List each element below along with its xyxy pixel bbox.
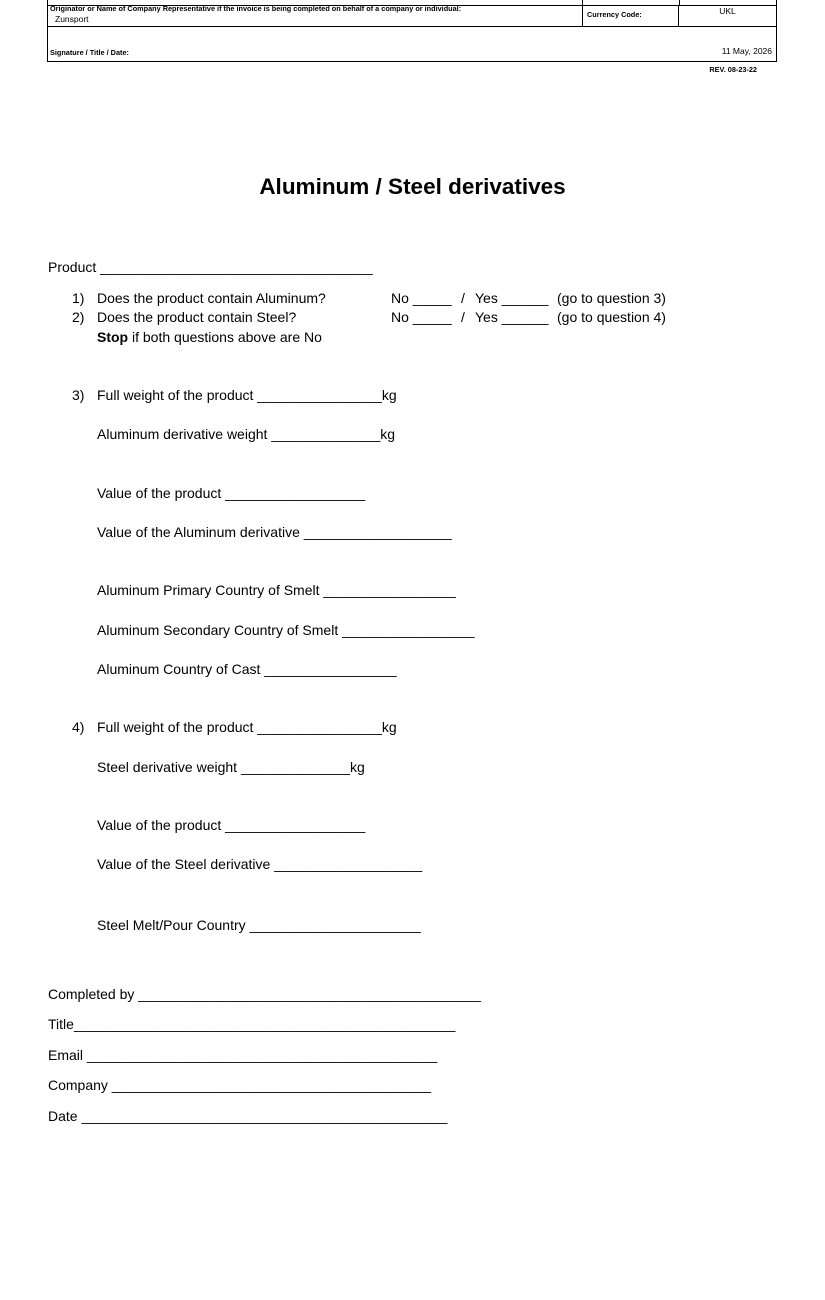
date-field: Date _______________________________________________ [48,1108,448,1124]
question-2-yes-field: Yes ______ [475,309,549,325]
originator-cell [48,5,583,26]
question-2-text: Does the product contain Steel? [97,309,297,325]
question-2-goto: (go to question 4) [557,309,666,325]
al-country-cast-field: Aluminum Country of Cast _________________ [97,661,397,677]
email-field: Email _____________________________________________ [48,1047,438,1063]
stop-word: Stop [97,329,129,345]
currency-value: UKL [719,6,736,16]
st-value-product-field: Value of the product __________________ [97,817,366,833]
stop-instruction [97,328,322,346]
st-derivative-weight-field: Steel derivative weight ______________kg [97,759,365,775]
question-1-goto: (go to question 3) [557,290,666,306]
al-value-derivative-field: Value of the Aluminum derivative ___________________ [97,524,452,540]
question-2-number: 2) [72,309,85,325]
stop-rest: if both questions above are No [132,329,322,345]
al-derivative-weight-field: Aluminum derivative weight ______________kg [97,426,396,442]
al-primary-smelt-field: Aluminum Primary Country of Smelt _________________ [97,582,456,598]
header-table [47,0,777,62]
al-secondary-smelt-field: Aluminum Secondary Country of Smelt _________________ [97,622,475,638]
company-field: Company _________________________________________ [48,1077,432,1093]
al-value-product-field: Value of the product __________________ [97,485,366,501]
question-1-slash: / [461,290,465,306]
page-title: Aluminum / Steel derivatives [259,174,566,199]
section-3-number: 3) [72,387,85,403]
revision-code: REV. 08-23-22 [709,65,757,74]
st-full-weight-field: Full weight of the product ________________kg [97,719,397,735]
currency-value-cell [679,5,776,26]
title-field: Title_________________________________________________ [48,1016,456,1032]
question-1-no-field: No _____ [391,290,452,306]
originator-value: Zunsport [55,14,89,24]
st-value-derivative-field: Value of the Steel derivative ___________________ [97,856,423,872]
question-2-no-field: No _____ [391,309,452,325]
signature-label: Signature / Title / Date: [50,48,129,57]
question-2-slash: / [461,309,465,325]
st-melt-pour-field: Steel Melt/Pour Country ______________________ [97,917,421,933]
question-1-text: Does the product contain Aluminum? [97,290,326,306]
originator-label: Originator or Name of Company Representative if the invoice is being completed on behalf of a company or individual: [50,4,462,13]
section-4-number: 4) [72,719,85,735]
currency-label: Currency Code: [587,10,642,19]
al-full-weight-field: Full weight of the product ________________kg [97,387,397,403]
question-1-number: 1) [72,290,85,306]
question-1-yes-field: Yes ______ [475,290,549,306]
completed-by-field: Completed by ____________________________________________ [48,986,481,1002]
signature-date: 11 May, 2026 [721,46,772,56]
currency-label-cell [582,5,679,26]
header-row [48,5,776,27]
product-field: Product ___________________________________ [48,259,373,275]
